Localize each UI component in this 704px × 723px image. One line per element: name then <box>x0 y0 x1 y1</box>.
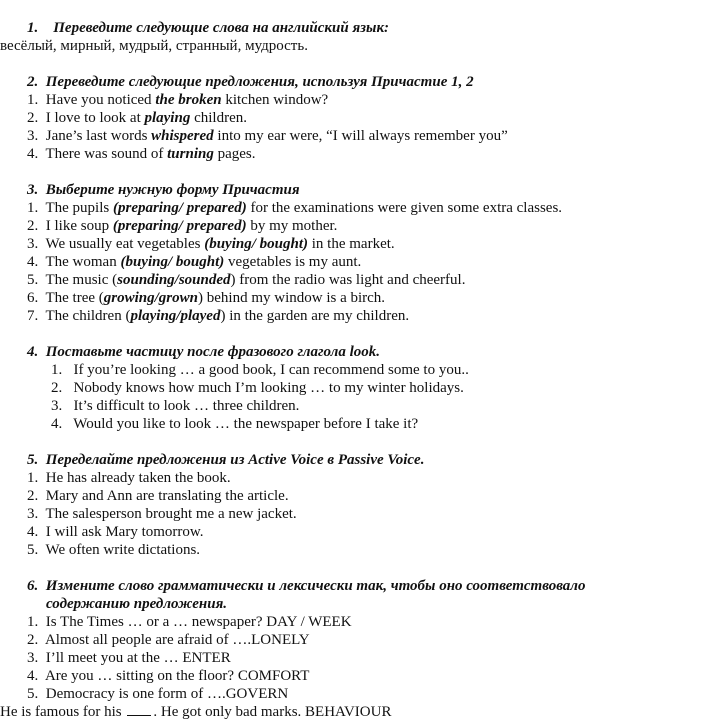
section-2-number: 2. <box>27 74 39 90</box>
s5-item-2 <box>27 487 289 505</box>
item-emphasis: playing/played <box>130 308 221 324</box>
item-text: He has already taken the book. <box>45 470 231 486</box>
s6-item-5 <box>27 685 288 703</box>
item-emphasis: (preparing/ prepared) <box>112 218 247 234</box>
item-number: 2. <box>27 488 39 504</box>
s6-item-6 <box>0 703 391 721</box>
item-text: I’ll meet you at the … ENTER <box>45 650 231 666</box>
s2-item-3 <box>27 127 508 145</box>
s3-item-4 <box>27 253 361 271</box>
item-emphasis: whispered <box>151 128 214 144</box>
s2-item-1 <box>27 91 328 109</box>
section-2-heading <box>27 73 474 91</box>
section-2-title: Переведите следующие предложения, используя Причастие 1, 2 <box>45 74 474 90</box>
item-text: children. <box>190 110 247 126</box>
item-number: 5. <box>27 686 39 702</box>
item-number: 5. <box>27 542 39 558</box>
item-text: Is The Times … or a … newspaper? DAY / WEEK <box>45 614 352 630</box>
s2-item-4 <box>27 145 255 163</box>
section-4-number: 4. <box>27 344 39 360</box>
item-number: 2. <box>27 218 39 234</box>
item-text: I love to look at <box>45 110 145 126</box>
item-emphasis: sounding/sounded <box>117 272 231 288</box>
item-number: 1. <box>27 200 39 216</box>
item-text: ) in the garden are my children. <box>220 308 410 324</box>
item-text: Nobody knows how much I’m looking … to my winter holidays. <box>73 380 464 396</box>
item-number: 1. <box>27 614 39 630</box>
item-number: 6. <box>27 290 39 306</box>
item-text: in the market. <box>308 236 395 252</box>
item-number: 4. <box>51 416 63 432</box>
item-emphasis: growing/grown <box>103 290 198 306</box>
item-number: 3. <box>27 236 39 252</box>
s2-item-2 <box>27 109 247 127</box>
item-emphasis: playing <box>144 110 191 126</box>
answer-blank <box>127 703 151 716</box>
item-text: I will ask Mary tomorrow. <box>45 524 204 540</box>
section-6-heading <box>27 577 586 595</box>
item-text: . He got only bad marks. BEHAVIOUR <box>153 704 392 720</box>
section-5-title: Переделайте предложения из Active Voice в Passive Voice. <box>45 452 425 468</box>
section-6-number: 6. <box>27 578 39 594</box>
item-number: 2. <box>27 632 39 648</box>
s6-item-3 <box>27 649 231 667</box>
item-text: ) from the radio was light and cheerful. <box>230 272 466 288</box>
item-number: 5. <box>27 272 39 288</box>
item-number: 3. <box>27 506 39 522</box>
item-text: We usually eat vegetables <box>45 236 205 252</box>
item-text: The salesperson brought me a new jacket. <box>45 506 297 522</box>
item-emphasis: (preparing/ prepared) <box>112 200 247 216</box>
item-text: The children ( <box>45 308 131 324</box>
item-emphasis: (buying/ bought) <box>120 254 225 270</box>
s3-item-5 <box>27 271 465 289</box>
item-number: 4. <box>27 524 39 540</box>
s4-item-1 <box>51 361 469 379</box>
section-1-number: 1. <box>27 20 39 36</box>
item-text: If you’re looking … a good book, I can recommend some to you.. <box>73 362 469 378</box>
item-text: Jane’s last words <box>45 128 152 144</box>
item-number: 3. <box>27 128 39 144</box>
s6-item-2 <box>27 631 310 649</box>
section-1-words: весёлый, мирный, мудрый, странный, мудрость. <box>0 38 308 54</box>
s4-item-2 <box>51 379 464 397</box>
item-number: 2. <box>51 380 63 396</box>
item-text: by my mother. <box>246 218 338 234</box>
item-text: There was sound of <box>45 146 168 162</box>
section-5-heading <box>27 451 424 469</box>
item-text: kitchen window? <box>221 92 329 108</box>
section-5-number: 5. <box>27 452 39 468</box>
s6-item-4 <box>27 667 309 685</box>
item-emphasis: (buying/ bought) <box>204 236 308 252</box>
s6-item-1 <box>27 613 352 631</box>
s3-item-7 <box>27 307 409 325</box>
item-text: It’s difficult to look … three children. <box>73 398 300 414</box>
s5-item-4 <box>27 523 204 541</box>
item-text: The music ( <box>45 272 118 288</box>
item-number: 1. <box>51 362 63 378</box>
section-1-heading <box>27 19 389 37</box>
item-emphasis: turning <box>167 146 214 162</box>
item-text: We often write dictations. <box>45 542 201 558</box>
item-text: pages. <box>213 146 256 162</box>
item-text: The tree ( <box>45 290 104 306</box>
section-4-heading <box>27 343 380 361</box>
item-text: vegetables is my aunt. <box>224 254 362 270</box>
item-text: The woman <box>45 254 121 270</box>
section-3-number: 3. <box>27 182 39 198</box>
item-text: for the examinations were given some extra classes. <box>246 200 563 216</box>
item-text: Almost all people are afraid of ….LONELY <box>44 632 310 648</box>
s3-item-2 <box>27 217 337 235</box>
item-text: The pupils <box>45 200 113 216</box>
s4-item-4 <box>51 415 418 433</box>
item-number: 4. <box>27 254 39 270</box>
item-text: Have you noticed <box>45 92 156 108</box>
s5-item-5 <box>27 541 200 559</box>
item-text: Are you … sitting on the floor? COMFORT <box>44 668 310 684</box>
item-number: 1. <box>27 470 39 486</box>
item-number: 4. <box>27 668 39 684</box>
s3-item-1 <box>27 199 562 217</box>
section-3-heading <box>27 181 300 199</box>
item-number: 3. <box>51 398 63 414</box>
section-1-title: Переведите следующие слова на английский язык: <box>53 20 390 36</box>
s3-item-3 <box>27 235 395 253</box>
s4-item-3 <box>51 397 299 415</box>
item-number: 4. <box>27 146 39 162</box>
s5-item-3 <box>27 505 297 523</box>
section-4-title: Поставьте частицу после фразового глагола look. <box>45 344 381 360</box>
item-text: I like soup <box>45 218 113 234</box>
item-number: 3. <box>27 650 39 666</box>
s5-item-1 <box>27 469 231 487</box>
item-number: 2. <box>27 110 39 126</box>
item-text: into my ear were, “I will always remember you” <box>213 128 508 144</box>
s3-item-6 <box>27 289 385 307</box>
section-3-title: Выберите нужную форму Причастия <box>45 182 300 198</box>
item-emphasis: the broken <box>155 92 222 108</box>
item-number: 7. <box>27 308 39 324</box>
item-number: 1. <box>27 92 39 108</box>
section-6-title-line-2: содержанию предложения. <box>46 596 228 612</box>
item-text: Mary and Ann are translating the article. <box>45 488 289 504</box>
section-6-title-line-1: Измените слово грамматически и лексически так, чтобы оно соответствовало <box>45 578 586 594</box>
item-text: Democracy is one form of ….GOVERN <box>45 686 289 702</box>
item-text: ) behind my window is a birch. <box>198 290 386 306</box>
item-text: He is famous for his <box>0 704 126 720</box>
item-text: Would you like to look … the newspaper before I take it? <box>73 416 419 432</box>
